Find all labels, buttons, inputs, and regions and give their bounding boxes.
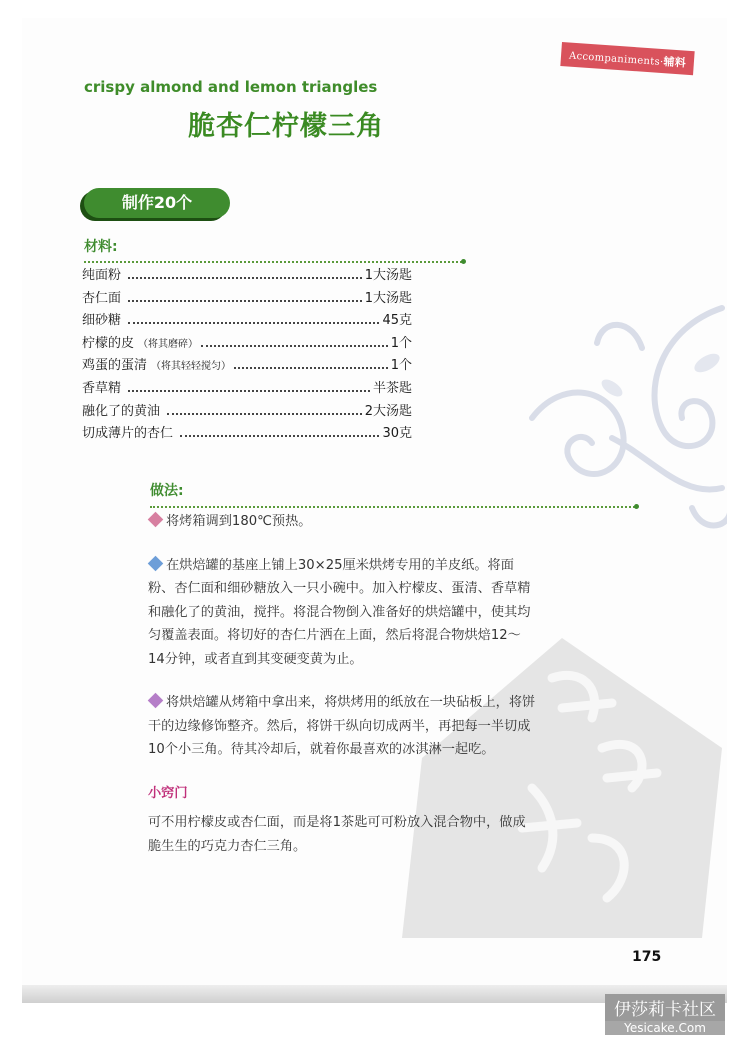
step-text: 在烘焙罐的基座上铺上30×25厘米烘烤专用的羊皮纸。将面粉、杏仁面和细砂糖放入一只小碗中。加入柠檬皮、蛋清、香草精和融化了的黄油，搅拌。将混合物倒入准备好的烘焙罐中，使其均匀覆盖表面。将切好的杏仁片洒在上面，然后将混合物烘焙12～14分钟，或者直到其变硬变黄为止。 (148, 557, 531, 667)
ingredient-quantity: 1大汤匙 (364, 268, 412, 283)
ingredient-name: 细砂糖 (82, 313, 122, 329)
ingredient-name: 融化了的黄油 (82, 403, 161, 419)
leader-dots (167, 413, 362, 415)
ingredient-row (82, 400, 412, 423)
leader-dots (180, 435, 379, 437)
ingredient-row (82, 422, 412, 445)
step-3 (148, 691, 536, 762)
recipe-title-chinese: 脆杏仁柠檬三角 (188, 111, 384, 142)
ingredient-row (82, 354, 412, 377)
ingredient-name: 柠檬的皮 (82, 335, 135, 351)
method-heading: 做法: (150, 483, 184, 499)
ingredient-row (82, 332, 412, 355)
ingredient-note: （将其轻轻搅匀） (151, 361, 232, 373)
category-tag: Accompaniments·辅料 (560, 42, 695, 75)
ingredient-quantity: 30克 (382, 426, 412, 442)
ingredients-heading: 材料: (84, 239, 118, 255)
tip-text: 可不用柠檬皮或杏仁面，而是将1茶匙可可粉放入混合物中，做成脆生生的巧克力杏仁三角。 (148, 815, 526, 854)
leader-dots (128, 277, 362, 279)
watermark-cn: 伊莎莉卡社区 (605, 994, 725, 1021)
ingredient-name: 鸡蛋的蛋清 (82, 358, 148, 374)
ingredients-divider (84, 261, 462, 263)
site-watermark (605, 994, 725, 1035)
yield-badge: 制作20个 (84, 188, 230, 218)
leader-dots (128, 300, 362, 302)
step-1-marker-icon (148, 512, 164, 528)
watermark-en: Yesicake.Com (605, 1021, 725, 1035)
leader-dots (128, 322, 379, 324)
step-2 (148, 554, 536, 672)
cookbook-page (22, 18, 727, 1003)
step-text: 将烤箱调到180℃预热。 (166, 514, 312, 529)
ingredient-row (82, 287, 412, 310)
ingredient-quantity: 1个 (390, 335, 412, 351)
ingredient-row (82, 264, 412, 287)
step-3-marker-icon (148, 693, 164, 709)
ingredient-quantity: 1大汤匙 (364, 290, 412, 306)
ingredient-name: 纯面粉 (82, 268, 122, 283)
ingredients-list (82, 264, 412, 445)
ingredient-name: 杏仁面 (82, 290, 122, 306)
ingredient-name: 香草精 (82, 380, 122, 396)
step-1 (148, 510, 536, 534)
ingredient-quantity: 1个 (390, 358, 412, 374)
recipe-title-english: crispy almond and lemon triangles (84, 78, 378, 96)
ingredient-note: （将其磨碎） (138, 338, 199, 350)
tip-heading: 小窍门 (148, 785, 188, 801)
step-text: 将烘焙罐从烤箱中拿出来，将烘烤用的纸放在一块砧板上，将饼干的边缘修饰整齐。然后，将饼干纵向切成两半，再把每一半切成10个小三角。待其冷却后，就着你最喜欢的冰淇淋一起吃。 (148, 695, 536, 757)
ingredient-name: 切成薄片的杏仁 (82, 426, 174, 442)
step-2-marker-icon (148, 555, 164, 571)
leader-dots (234, 367, 388, 369)
page-number: 175 (632, 949, 662, 965)
leader-dots (128, 390, 370, 392)
ingredient-quantity: 45克 (382, 313, 412, 329)
method-divider (150, 506, 635, 508)
ingredient-quantity: 半茶匙 (372, 380, 412, 396)
method-section (148, 510, 536, 858)
swirl-ornament (492, 288, 727, 548)
ingredient-quantity: 2大汤匙 (364, 403, 412, 419)
leader-dots (201, 345, 388, 347)
ingredient-row (82, 309, 412, 332)
ingredient-row (82, 377, 412, 400)
